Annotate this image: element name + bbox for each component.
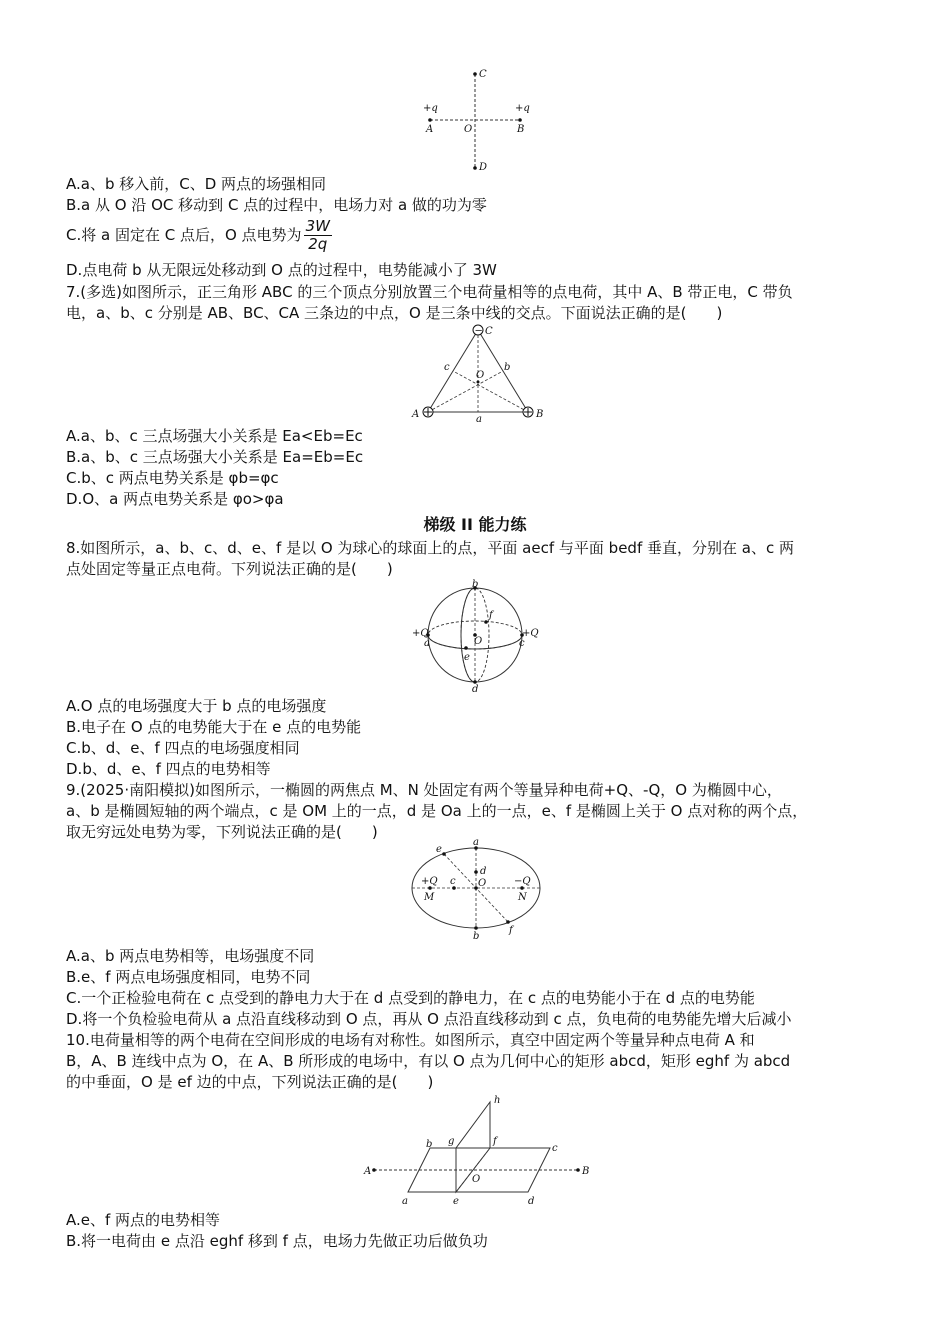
q10-stem-line3: 的中垂面，O 是 ef 边的中点，下列说法正确的是( ) [66, 1073, 434, 1091]
figure-q6-cross-diagram [420, 64, 530, 174]
q9-option-d: D.将一个负检验电荷从 a 点沿直线移动到 O 点，再从 O 点沿直线移动到 c 点，负电荷的电势能先增大后减小 [66, 1010, 792, 1028]
fig8-label-qa: +Q [412, 628, 429, 639]
fig9-label-e: e [436, 844, 442, 855]
fig7-label-a: a [476, 414, 482, 425]
q8-option-c: C.b、d、e、f 四点的电场强度相同 [66, 739, 300, 757]
fig9-label-a: a [473, 837, 479, 848]
fig6-label-B: B [517, 124, 525, 135]
fig9-label-f: f [509, 925, 513, 936]
fig9-label-qM: +Q [421, 876, 438, 887]
fig7-label-O: O [476, 370, 485, 381]
q6-option-b: B.a 从 O 沿 OC 移动到 C 点的过程中，电场力对 a 做的功为零 [66, 196, 487, 214]
q7-stem-line2: 电，a、b、c 分别是 AB、BC、CA 三条边的中点，O 是三条中线的交点。下面说法正确的是( ) [66, 304, 723, 322]
fig8-label-f: f [489, 610, 493, 621]
q10-stem-line2: B，A、B 连线中点为 O，在 A、B 所形成的电场中，有以 O 点为几何中心的矩形 abcd，矩形 eghf 为 abcd [66, 1052, 791, 1070]
section-title: 梯级 II 能力练 [423, 515, 527, 534]
fig10-label-h: h [494, 1095, 501, 1106]
q7-option-c: C.b、c 两点电势关系是 φb=φc [66, 469, 279, 487]
q9-option-c: C.一个正检验电荷在 c 点受到的静电力大于在 d 点受到的静电力，在 c 点的电势能小于在 d 点的电势能 [66, 989, 755, 1007]
fig9-label-d: d [480, 866, 487, 877]
figure-q9-ellipse [406, 837, 546, 942]
q10-option-a: A.e、f 两点的电势相等 [66, 1211, 221, 1229]
q7-option-d: D.O、a 两点电势关系是 φo>φa [66, 490, 284, 508]
fig6-label-qB: +q [515, 103, 530, 114]
fig10-label-c: c [552, 1143, 558, 1154]
q9-stem-line2: a、b 是椭圆短轴的两个端点，c 是 OM 上的一点，d 是 Oa 上的一点，e、f 是椭圆上关于 O 点对称的两个点， [66, 802, 808, 820]
fig10-label-B: B [582, 1166, 590, 1177]
fig7-label-A: A [412, 409, 420, 420]
fig8-label-O: O [474, 636, 483, 647]
fig9-label-qN: −Q [514, 876, 531, 887]
fig10-label-f: f [493, 1136, 497, 1147]
fig8-label-b: b [472, 579, 479, 590]
fig10-label-g: g [448, 1136, 455, 1147]
fig7-minus-sign: − [474, 325, 483, 337]
q8-stem-line2: 点处固定等量正点电荷。下列说法正确的是( ) [66, 560, 393, 578]
fig8-label-a: a [424, 638, 430, 649]
q8-option-d: D.b、d、e、f 四点的电势相等 [66, 760, 271, 778]
fig6-label-A: A [426, 124, 434, 135]
fig6-label-D: D [479, 162, 488, 173]
fig9-label-c: c [450, 876, 456, 887]
fig9-label-M: M [424, 892, 435, 903]
q6-fraction-numerator: 3W [305, 217, 330, 235]
figure-q10-rectangles [360, 1092, 600, 1208]
fig6-label-C: C [479, 69, 487, 80]
q6-option-c-text: C.将 a 固定在 C 点后，O 点电势为 [66, 226, 302, 244]
q6-fraction [304, 218, 332, 253]
q6-option-a: A.a、b 移入前，C、D 两点的场强相同 [66, 175, 327, 193]
q8-option-a: A.O 点的电场强度大于 b 点的电场强度 [66, 697, 327, 715]
fig10-label-d: d [528, 1196, 535, 1207]
fig8-label-d: d [472, 684, 479, 695]
figure-q8-sphere [410, 578, 540, 693]
q10-option-b: B.将一电荷由 e 点沿 eghf 移到 f 点，电场力先做正功后做负功 [66, 1232, 488, 1250]
q6-fraction-denominator: 2q [308, 235, 328, 253]
q7-option-a: A.a、b、c 三点场强大小关系是 Ea<Eb=Ec [66, 427, 363, 445]
q10-stem-line1: 10.电荷量相等的两个电荷在空间形成的电场有对称性。如图所示，真空中固定两个等量异种点电荷 A 和 [66, 1031, 755, 1049]
fig10-label-a: a [402, 1196, 408, 1207]
fig10-label-b: b [426, 1139, 433, 1150]
q9-stem-line1: 9.(2025·南阳模拟)如图所示，一椭圆的两焦点 M、N 处固定有两个等量异种电荷+Q、-Q，O 为椭圆中心， [66, 781, 782, 799]
q6-option-d: D.点电荷 b 从无限远处移动到 O 点的过程中，电势能减小了 3W [66, 261, 497, 279]
fig7-label-b: b [504, 362, 511, 373]
q9-option-b: B.e、f 两点电场强度相同，电势不同 [66, 968, 311, 986]
fig10-label-O: O [472, 1174, 481, 1185]
fig9-label-N: N [518, 892, 527, 903]
fig6-label-O: O [464, 124, 473, 135]
q9-stem-line3: 取无穷远处电势为零，下列说法正确的是( ) [66, 823, 378, 841]
fig6-label-qA: +q [423, 103, 438, 114]
fig7-label-C: C [485, 326, 493, 337]
fig10-label-e: e [453, 1196, 459, 1207]
fig8-label-c: c [519, 638, 525, 649]
figure-q7-triangle [408, 322, 548, 424]
fig9-label-O: O [478, 878, 487, 889]
fig9-label-b: b [473, 931, 480, 942]
fig7-label-B: B [536, 409, 544, 420]
q9-option-a: A.a、b 两点电势相等，电场强度不同 [66, 947, 315, 965]
fig7-label-c: c [444, 362, 450, 373]
fig8-label-e: e [464, 652, 470, 663]
fig8-label-qc: +Q [522, 628, 539, 639]
q7-option-b: B.a、b、c 三点场强大小关系是 Ea=Eb=Ec [66, 448, 364, 466]
q8-stem-line1: 8.如图所示，a、b、c、d、e、f 是以 O 为球心的球面上的点，平面 aecf 与平面 bedf 垂直，分别在 a、c 两 [66, 539, 794, 557]
q6-option-c [66, 218, 332, 253]
fig10-label-A: A [364, 1166, 372, 1177]
q7-stem-line1: 7.(多选)如图所示，正三角形 ABC 的三个顶点分别放置三个电荷量相等的点电荷，其中 A、B 带正电，C 带负 [66, 283, 793, 301]
q8-option-b: B.电子在 O 点的电势能大于在 e 点的电势能 [66, 718, 362, 736]
